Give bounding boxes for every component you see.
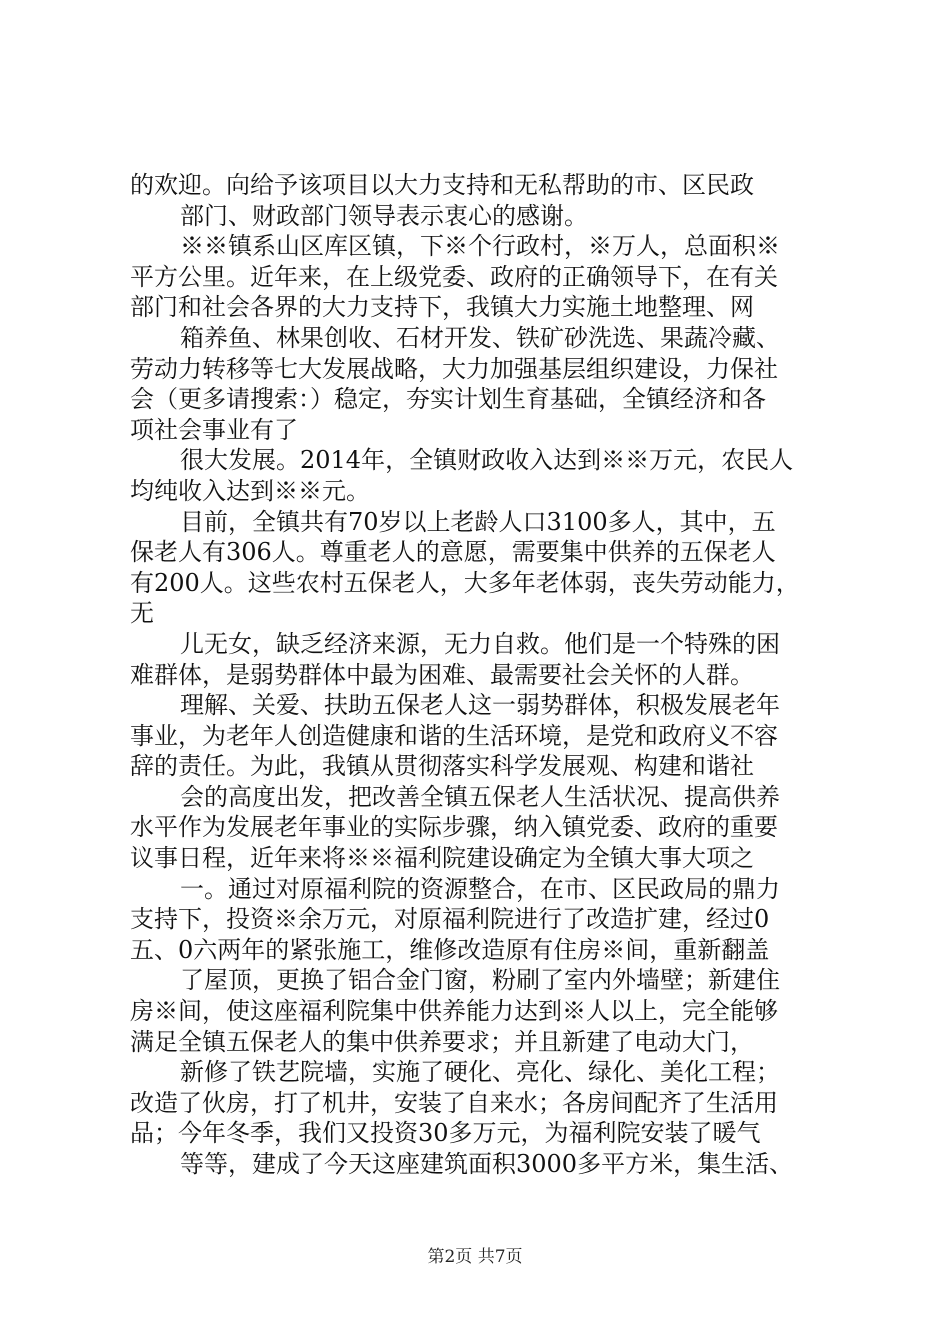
text-line: 儿无女，缺乏经济来源，无力自救。他们是一个特殊的困 [180,629,780,658]
text-line: 水平作为发展老年事业的实际步骤，纳入镇党委、政府的重要 [130,813,778,842]
document-body [130,170,845,1180]
text-line: 满足全镇五保老人的集中供养要求；并且新建了电动大门， [130,1027,754,1056]
text-line: 部门和社会各界的大力支持下，我镇大力实施土地整理、网 [130,293,754,322]
text-line: 难群体，是弱势群体中最为困难、最需要社会关怀的人群。 [130,660,754,689]
text-line: 项社会事业有了 [130,415,298,444]
text-line: 辞的责任。为此，我镇从贯彻落实科学发展观、构建和谐社 [130,752,754,781]
text-line: 均纯收入达到※※元。 [130,476,370,505]
text-line: 支持下，投资※余万元，对原福利院进行了改造扩建，经过0 [130,905,770,934]
text-line: 改造了伙房，打了机井，安装了自来水；各房间配齐了生活用 [130,1088,778,1117]
text-line: ※※镇系山区库区镇，下※个行政村，※万人，总面积※ [180,232,780,261]
text-line: 无 [130,599,154,628]
text-line: 等等，建成了今天这座建筑面积3000多平方米，集生活、 [180,1150,794,1178]
text-line: 理解、关爱、扶助五保老人这一弱势群体，积极发展老年 [180,691,780,720]
text-line: 房※间，使这座福利院集中供养能力达到※人以上，完全能够 [130,997,778,1026]
text-line: 箱养鱼、林果创收、石材开发、铁矿砂洗选、果蔬冷藏、 [180,323,780,352]
text-line: 事业，为老年人创造健康和谐的生活环境，是党和政府义不容 [130,721,778,750]
text-line: 五、0六两年的紧张施工，维修改造原有住房※间，重新翻盖 [130,935,770,964]
page-footer: 第2页 共7页 [427,1247,523,1267]
text-line: 议事日程，近年来将※※福利院建设确定为全镇大事大项之 [130,844,754,873]
text-line: 的欢迎。向给予该项目以大力支持和无私帮助的市、区民政 [130,171,754,199]
text-line: 平方公里。近年来，在上级党委、政府的正确领导下，在有关 [130,262,778,291]
text-line: 会的高度出发，把改善全镇五保老人生活状况、提高供养 [180,782,780,811]
text-line: 劳动力转移等七大发展战略，大力加强基层组织建设，力保社 [130,354,778,383]
text-line: 会（更多请搜索：）稳定，夯实计划生育基础，全镇经济和各 [130,385,766,414]
text-line: 很大发展。2014年，全镇财政收入达到※※万元，农民人 [180,446,794,475]
text-line: 目前，全镇共有70岁以上老龄人口3100多人，其中，五 [180,507,776,536]
text-line: 保老人有306人。尊重老人的意愿，需要集中供养的五保老人 [130,538,776,567]
text-line: 新修了铁艺院墙，实施了硬化、亮化、绿化、美化工程； [180,1058,780,1087]
text-line: 部门、财政部门领导表示衷心的感谢。 [180,201,588,230]
text-line: 品；今年冬季，我们又投资30多万元，为福利院安装了暖气 [130,1119,761,1148]
text-line: 了屋顶，更换了铝合金门窗，粉刷了室内外墙壁；新建住 [180,966,780,995]
text-line: 有200人。这些农村五保老人，大多年老体弱，丧失劳动能力， [130,568,800,597]
text-line: 一。通过对原福利院的资源整合，在市、区民政局的鼎力 [180,874,780,903]
